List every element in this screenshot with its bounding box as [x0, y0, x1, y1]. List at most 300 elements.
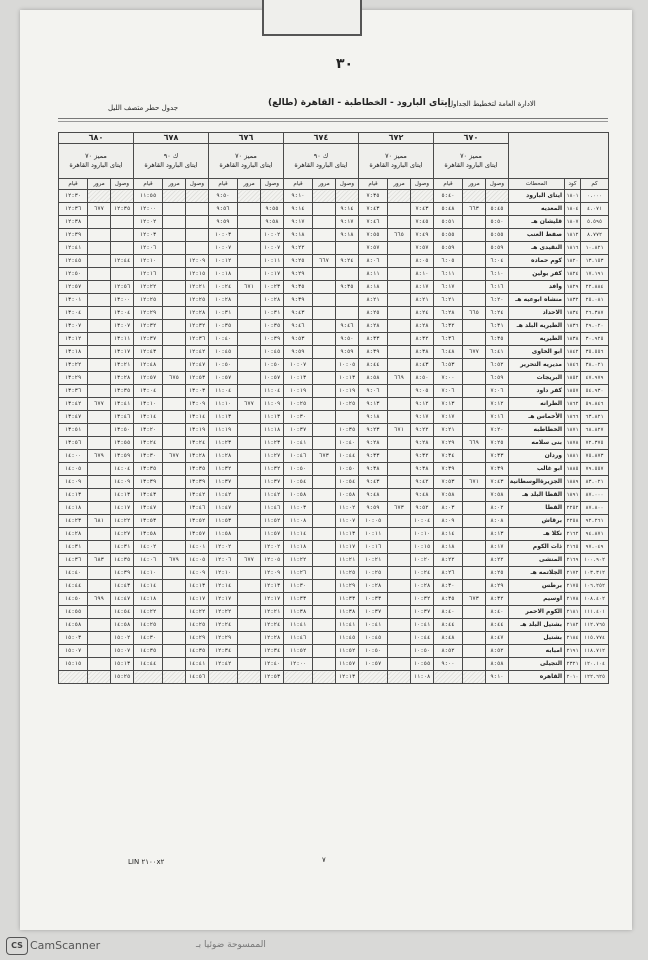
time-passing: [388, 580, 411, 593]
time-departure: ٩:٢٢: [284, 242, 313, 255]
time-passing: [463, 528, 486, 541]
time-departure: ٧:٣٤: [434, 450, 463, 463]
time-passing: [388, 476, 411, 489]
time-passing: [163, 476, 186, 489]
train-info: [59, 144, 134, 179]
time-passing: [238, 489, 261, 502]
station-name: الاحداد: [509, 307, 565, 320]
time-departure: ١٣:١٠: [134, 398, 163, 411]
station-km: ٦٨.٨٢٧: [581, 424, 609, 437]
time-arrival: ١٠:٣٢: [411, 593, 434, 606]
time-departure: ١٢:٠٣: [134, 229, 163, 242]
time-departure: ١٠:٣٣: [359, 593, 388, 606]
station-code: ٢٢٥٢: [565, 502, 581, 515]
time-arrival: ٦:١٠: [486, 268, 509, 281]
time-arrival: ٧:١٦: [486, 411, 509, 424]
time-departure: ٦:٠٥: [434, 255, 463, 268]
time-passing: [463, 671, 486, 684]
time-passing: [463, 255, 486, 268]
time-departure: ١٤:٠٩: [59, 476, 88, 489]
time-arrival: ١٤:٢٢: [111, 515, 134, 528]
time-arrival: [336, 411, 359, 424]
time-passing: [238, 216, 261, 229]
time-passing: [313, 632, 336, 645]
time-passing: [88, 242, 111, 255]
station-km: ١٠.٨٢١: [581, 242, 609, 255]
station-code: ١٨٣٨: [565, 333, 581, 346]
station-km: ٨٣.٠٢١: [581, 476, 609, 489]
time-arrival: [186, 216, 209, 229]
time-departure: ٨:٢١: [359, 294, 388, 307]
train-type: ك: [322, 152, 329, 160]
time-arrival: ١١:٥٢: [336, 645, 359, 658]
time-departure: ١٣:٣٦: [59, 385, 88, 398]
time-arrival: ١١:٢٧: [261, 450, 284, 463]
time-passing: [463, 216, 486, 229]
time-arrival: ١٢:٢١: [261, 606, 284, 619]
time-passing: ٦٧٧: [88, 203, 111, 216]
time-departure: ١٣:٥٣: [134, 515, 163, 528]
time-passing: [163, 216, 186, 229]
station-km: ٩٧.٠٤٩: [581, 541, 609, 554]
time-departure: ١٥:١٥: [59, 658, 88, 671]
station-row: [59, 255, 609, 268]
time-departure: ٧:٠٠: [434, 372, 463, 385]
station-row: [59, 385, 609, 398]
time-passing: [238, 424, 261, 437]
time-departure: ١٤:٣٠: [134, 632, 163, 645]
train-number: ٦٧٨: [134, 133, 209, 144]
time-departure: ١١:٢٢: [284, 554, 313, 567]
time-arrival: ١٢:٣٢: [186, 320, 209, 333]
time-passing: [163, 658, 186, 671]
time-arrival: ١٢:٥٣: [261, 671, 284, 684]
time-departure: ١٢:١٤: [209, 580, 238, 593]
time-passing: [388, 645, 411, 658]
time-arrival: ١٤:٥٤: [111, 606, 134, 619]
time-arrival: ١١:٢٥: [336, 567, 359, 580]
time-arrival: ٦:٥٢: [486, 359, 509, 372]
station-km: ٨.٧٧٢: [581, 229, 609, 242]
time-passing: [163, 320, 186, 333]
station-km: ١٧.١٩١: [581, 268, 609, 281]
station-km: ٢٥.٠٨١: [581, 294, 609, 307]
time-departure: ١٤:١٠: [134, 567, 163, 580]
time-passing: [388, 671, 411, 684]
column-header-passing: مرور: [463, 179, 486, 190]
station-km: ١٣.١٥٣: [581, 255, 609, 268]
station-row: [59, 632, 609, 645]
time-departure: ١٢:٣٩: [59, 229, 88, 242]
time-departure: ٥:٤٠: [434, 190, 463, 203]
time-departure: ١٤:٥٠: [59, 593, 88, 606]
time-arrival: ٩:٢٤: [336, 255, 359, 268]
station-code: ١٨٣٦: [565, 320, 581, 333]
station-name: نكلا هـ: [509, 528, 565, 541]
time-departure: ٩:٤٦: [284, 320, 313, 333]
station-name: بنى سلامه: [509, 437, 565, 450]
time-departure: ١١:٤٦: [284, 632, 313, 645]
time-passing: [163, 528, 186, 541]
station-code: ١٨٥٢: [565, 372, 581, 385]
time-passing: [313, 619, 336, 632]
time-departure: ١٢:٤٥: [59, 255, 88, 268]
station-code: ١٨٥٧: [565, 385, 581, 398]
time-departure: ٨:١٨: [359, 281, 388, 294]
time-departure: ١١:٤٧: [209, 502, 238, 515]
time-arrival: ١٢:٠٥: [261, 554, 284, 567]
station-row: [59, 333, 609, 346]
station-name: ابو غالب: [509, 463, 565, 476]
column-header-departure: قيام: [209, 179, 238, 190]
time-arrival: ١٠:٢٠: [411, 554, 434, 567]
station-name: الجزيرةالوسطانية: [509, 476, 565, 489]
time-arrival: ١٢:٤٧: [186, 359, 209, 372]
time-passing: [463, 398, 486, 411]
time-passing: [88, 671, 111, 684]
time-arrival: ١٤:٥٦: [186, 671, 209, 684]
time-arrival: ١١:٠٩: [261, 398, 284, 411]
time-departure: ٨:٠٦: [359, 255, 388, 268]
time-arrival: ٧:٥٧: [411, 242, 434, 255]
header-divider-secondary: [58, 121, 608, 122]
time-passing: [238, 372, 261, 385]
time-arrival: ١٣:١٧: [111, 346, 134, 359]
time-departure: ١٠:٣٧: [284, 424, 313, 437]
time-departure: ١٠:٢٨: [359, 580, 388, 593]
time-departure: ١١:٣٨: [284, 606, 313, 619]
time-departure: ١٣:١٤: [134, 411, 163, 424]
time-departure: ٨:١١: [359, 268, 388, 281]
station-row: [59, 619, 609, 632]
station-code: ٢١٨٢: [565, 619, 581, 632]
station-km: ١١١.٤٠١: [581, 606, 609, 619]
time-passing: [238, 346, 261, 359]
time-arrival: [111, 190, 134, 203]
header-authority: الادارة العامة لتخطيط الجداول: [448, 100, 536, 108]
time-passing: [238, 190, 261, 203]
time-arrival: ٧:٢٠: [486, 424, 509, 437]
time-departure: ١١:٥٥: [134, 190, 163, 203]
time-departure: ١٤:١٣: [59, 489, 88, 502]
time-arrival: ١٣:٤٢: [186, 489, 209, 502]
time-passing: [163, 385, 186, 398]
station-row: [59, 671, 609, 684]
time-departure: ١٠:١٨: [209, 268, 238, 281]
time-arrival: ١٠:٥٤: [336, 476, 359, 489]
time-departure: ١٢:٥٧: [134, 372, 163, 385]
station-km: ٩٢.٢٦١: [581, 515, 609, 528]
time-arrival: ٩:٠٥: [411, 385, 434, 398]
time-arrival: ١٤:٣٩: [111, 567, 134, 580]
time-departure: ٦:٢١: [434, 294, 463, 307]
time-departure: ١١:٢٦: [284, 567, 313, 580]
time-departure: ١١:٠٤: [209, 385, 238, 398]
time-arrival: ١٣:٣٥: [186, 463, 209, 476]
time-arrival: ١١:٠٢: [336, 502, 359, 515]
time-arrival: ١٣:٤٦: [111, 411, 134, 424]
time-departure: ١٢:٤٨: [134, 359, 163, 372]
time-departure: ٨:٢٨: [359, 320, 388, 333]
time-departure: ١٥:٠٣: [59, 632, 88, 645]
time-passing: [238, 593, 261, 606]
time-arrival: ١٢:٣٦: [186, 333, 209, 346]
time-passing: [313, 476, 336, 489]
time-arrival: ١٣:٤١: [111, 398, 134, 411]
time-departure: ١٤:٥٨: [59, 619, 88, 632]
station-code: ٢١٩١: [565, 645, 581, 658]
time-passing: [463, 190, 486, 203]
time-arrival: ٩:٥٩: [336, 346, 359, 359]
time-arrival: ١٤:٠٩: [111, 476, 134, 489]
station-row: [59, 580, 609, 593]
station-km: ١١٢.٧٦٥: [581, 619, 609, 632]
time-passing: [238, 242, 261, 255]
time-passing: [463, 502, 486, 515]
time-passing: [163, 593, 186, 606]
station-name: النقيدى هـ: [509, 242, 565, 255]
time-arrival: ١٢:٤٢: [186, 346, 209, 359]
time-passing: [388, 515, 411, 528]
time-passing: [463, 281, 486, 294]
train-type: مميز: [469, 152, 482, 160]
time-departure: ٩:٢٣: [359, 424, 388, 437]
time-passing: [388, 606, 411, 619]
time-arrival: ١٠:١٧: [261, 268, 284, 281]
time-passing: [88, 489, 111, 502]
station-name: ابو الخاوى: [509, 346, 565, 359]
time-passing: [88, 658, 111, 671]
station-code: ٢١٦٩: [565, 554, 581, 567]
time-departure: ١١:٠٨: [284, 515, 313, 528]
time-departure: ١٠:١٦: [359, 541, 388, 554]
station-km: ٧٩.٥٥٧: [581, 463, 609, 476]
station-name: البريجات: [509, 372, 565, 385]
time-passing: [238, 619, 261, 632]
time-arrival: ١٤:٣٥: [186, 645, 209, 658]
time-departure: ١٤:٤٤: [59, 580, 88, 593]
time-passing: [463, 359, 486, 372]
time-departure: ١٠:٠٥: [359, 515, 388, 528]
station-name: ذات الكوم: [509, 541, 565, 554]
station-name: قليشان هـ: [509, 216, 565, 229]
station-code: ٢١٦٢: [565, 528, 581, 541]
train-number: ٦٧٠: [434, 133, 509, 144]
time-passing: [388, 632, 411, 645]
station-code: ١٨٠١: [565, 190, 581, 203]
station-code: ١٨٠٤: [565, 203, 581, 216]
station-km: ٥٩.٨٤٦: [581, 398, 609, 411]
time-passing: [388, 541, 411, 554]
time-passing: [238, 294, 261, 307]
station-row: [59, 593, 609, 606]
time-passing: [313, 203, 336, 216]
time-departure: ١٢:١٧: [209, 593, 238, 606]
time-arrival: [336, 307, 359, 320]
time-arrival: ٨:٢٥: [486, 567, 509, 580]
time-arrival: ١٠:٣٥: [336, 424, 359, 437]
time-departure: ١٠:٥٠: [209, 359, 238, 372]
time-departure: ١٢:١٦: [134, 268, 163, 281]
time-passing: [388, 437, 411, 450]
time-arrival: [486, 190, 509, 203]
time-passing: [313, 489, 336, 502]
time-arrival: ٨:١٧: [411, 281, 434, 294]
time-departure: ٨:٥٢: [434, 645, 463, 658]
time-departure: ١١:١٨: [284, 541, 313, 554]
time-passing: [163, 606, 186, 619]
time-arrival: ١٢:٢٥: [186, 294, 209, 307]
time-passing: [313, 567, 336, 580]
time-arrival: ١٠:٥٠: [261, 359, 284, 372]
time-passing: [313, 190, 336, 203]
time-departure: ٧:١٧: [434, 411, 463, 424]
station-code: ١٨٦٢: [565, 398, 581, 411]
time-arrival: ١٤:٤٧: [111, 593, 134, 606]
time-passing: [463, 541, 486, 554]
station-km: ٣٨.٠٢١: [581, 359, 609, 372]
time-passing: [163, 632, 186, 645]
time-passing: [463, 619, 486, 632]
time-passing: [88, 359, 111, 372]
time-passing: [313, 554, 336, 567]
time-departure: ١٣:١٨: [59, 346, 88, 359]
time-passing: [313, 216, 336, 229]
time-arrival: ١٤:١٣: [111, 489, 134, 502]
column-header-code: كود: [565, 179, 581, 190]
time-passing: [313, 580, 336, 593]
station-row: [59, 190, 609, 203]
train-type: مميز: [244, 152, 257, 160]
time-arrival: ١٤:٤٣: [111, 580, 134, 593]
time-arrival: ١٢:١٣: [336, 671, 359, 684]
time-passing: [88, 528, 111, 541]
station-name: القطا البلد هـ: [509, 489, 565, 502]
time-departure: ٨:١٨: [434, 541, 463, 554]
time-arrival: ١٤:٠٥: [186, 554, 209, 567]
time-arrival: ٩:٥٢: [411, 502, 434, 515]
station-name: المنشى: [509, 554, 565, 567]
time-arrival: ٧:٤٣: [411, 203, 434, 216]
station-code: ٢٢٥٨: [565, 515, 581, 528]
time-passing: [163, 411, 186, 424]
time-departure: ٩:١٠: [284, 190, 313, 203]
time-arrival: ٨:٠٨: [486, 515, 509, 528]
time-departure: ١٣:٤٣: [134, 489, 163, 502]
time-passing: [463, 372, 486, 385]
time-arrival: ١٣:٥٠: [111, 424, 134, 437]
time-passing: [313, 398, 336, 411]
time-passing: [238, 268, 261, 281]
time-departure: ١٠:٥٠: [359, 645, 388, 658]
time-departure: ١٤:٠٥: [59, 463, 88, 476]
station-km: ٦٣.٨٢١: [581, 411, 609, 424]
time-passing: ٦٧٩: [88, 450, 111, 463]
time-departure: ١٣:٤٢: [59, 398, 88, 411]
time-passing: [313, 281, 336, 294]
time-passing: [238, 502, 261, 515]
time-arrival: ١١:٠٨: [411, 671, 434, 684]
time-passing: [463, 411, 486, 424]
time-departure: ١٣:٢٢: [59, 359, 88, 372]
station-code: ١٨١٢: [565, 229, 581, 242]
train-info: [209, 144, 284, 179]
time-arrival: ١٣:١٤: [186, 411, 209, 424]
time-arrival: ٩:٥٥: [261, 203, 284, 216]
time-departure: ١٣:٢٩: [59, 372, 88, 385]
time-passing: ٦٨٣: [88, 554, 111, 567]
time-arrival: ١١:٠٤: [261, 385, 284, 398]
time-passing: [388, 268, 411, 281]
time-departure: ١٢:٠٢: [209, 541, 238, 554]
time-passing: [88, 229, 111, 242]
time-arrival: ١٠:٤٥: [261, 346, 284, 359]
time-departure: ١٢:٢٤: [209, 619, 238, 632]
time-passing: [313, 294, 336, 307]
time-passing: [163, 502, 186, 515]
time-departure: ١٣:١٢: [59, 333, 88, 346]
time-departure: ١٤:٠٢: [134, 541, 163, 554]
time-departure: ٩:١٧: [284, 216, 313, 229]
train-number: ٦٨٠: [59, 133, 134, 144]
time-passing: [88, 346, 111, 359]
station-km: ١١٨.٧١٢: [581, 645, 609, 658]
time-departure: ١٢:٥٠: [59, 268, 88, 281]
time-passing: [88, 580, 111, 593]
time-arrival: ١٥:٢٥: [111, 671, 134, 684]
time-arrival: ٨:٣٨: [411, 346, 434, 359]
time-passing: [163, 489, 186, 502]
time-departure: ١٣:٢٠: [134, 424, 163, 437]
time-passing: [163, 463, 186, 476]
station-row: [59, 372, 609, 385]
train-route: ايتاى البارود القاهرة: [369, 161, 423, 169]
time-departure: ١٢:٣٢: [134, 320, 163, 333]
time-arrival: ٦:٣٥: [486, 333, 509, 346]
time-arrival: [336, 242, 359, 255]
station-km: ٢٩.٠٢٠: [581, 320, 609, 333]
time-departure: ٦:٤٨: [434, 346, 463, 359]
time-passing: [88, 567, 111, 580]
train-info: [434, 144, 509, 179]
station-km: ١٢٢.٦٢٥: [581, 671, 609, 684]
time-departure: ٩:٣٨: [359, 463, 388, 476]
train-number: ٦٧٦: [209, 133, 284, 144]
time-arrival: ٩:٥٨: [261, 216, 284, 229]
time-arrival: ٥:٥٠: [486, 216, 509, 229]
time-arrival: ١٣:٥٢: [186, 515, 209, 528]
time-arrival: ١١:١٧: [336, 541, 359, 554]
train-count: ٧٠: [385, 152, 393, 160]
station-name: المعديه: [509, 203, 565, 216]
time-arrival: [336, 294, 359, 307]
time-departure: ١٠:٠٧: [284, 359, 313, 372]
time-departure: ١١:٤١: [284, 619, 313, 632]
station-code: ٢٠١٠: [565, 671, 581, 684]
time-passing: [88, 268, 111, 281]
time-arrival: ٧:٤٣: [486, 476, 509, 489]
station-code: ١٨١٦: [565, 242, 581, 255]
time-arrival: ١٣:٣٩: [186, 476, 209, 489]
station-code: ١٨٨١: [565, 450, 581, 463]
time-arrival: ٨:٠٢: [486, 502, 509, 515]
column-header-arrival: وصول: [111, 179, 134, 190]
time-passing: [88, 281, 111, 294]
time-departure: ١١:٥٨: [209, 528, 238, 541]
time-passing: [238, 333, 261, 346]
column-header-station: المحطات: [509, 179, 565, 190]
time-passing: [88, 190, 111, 203]
